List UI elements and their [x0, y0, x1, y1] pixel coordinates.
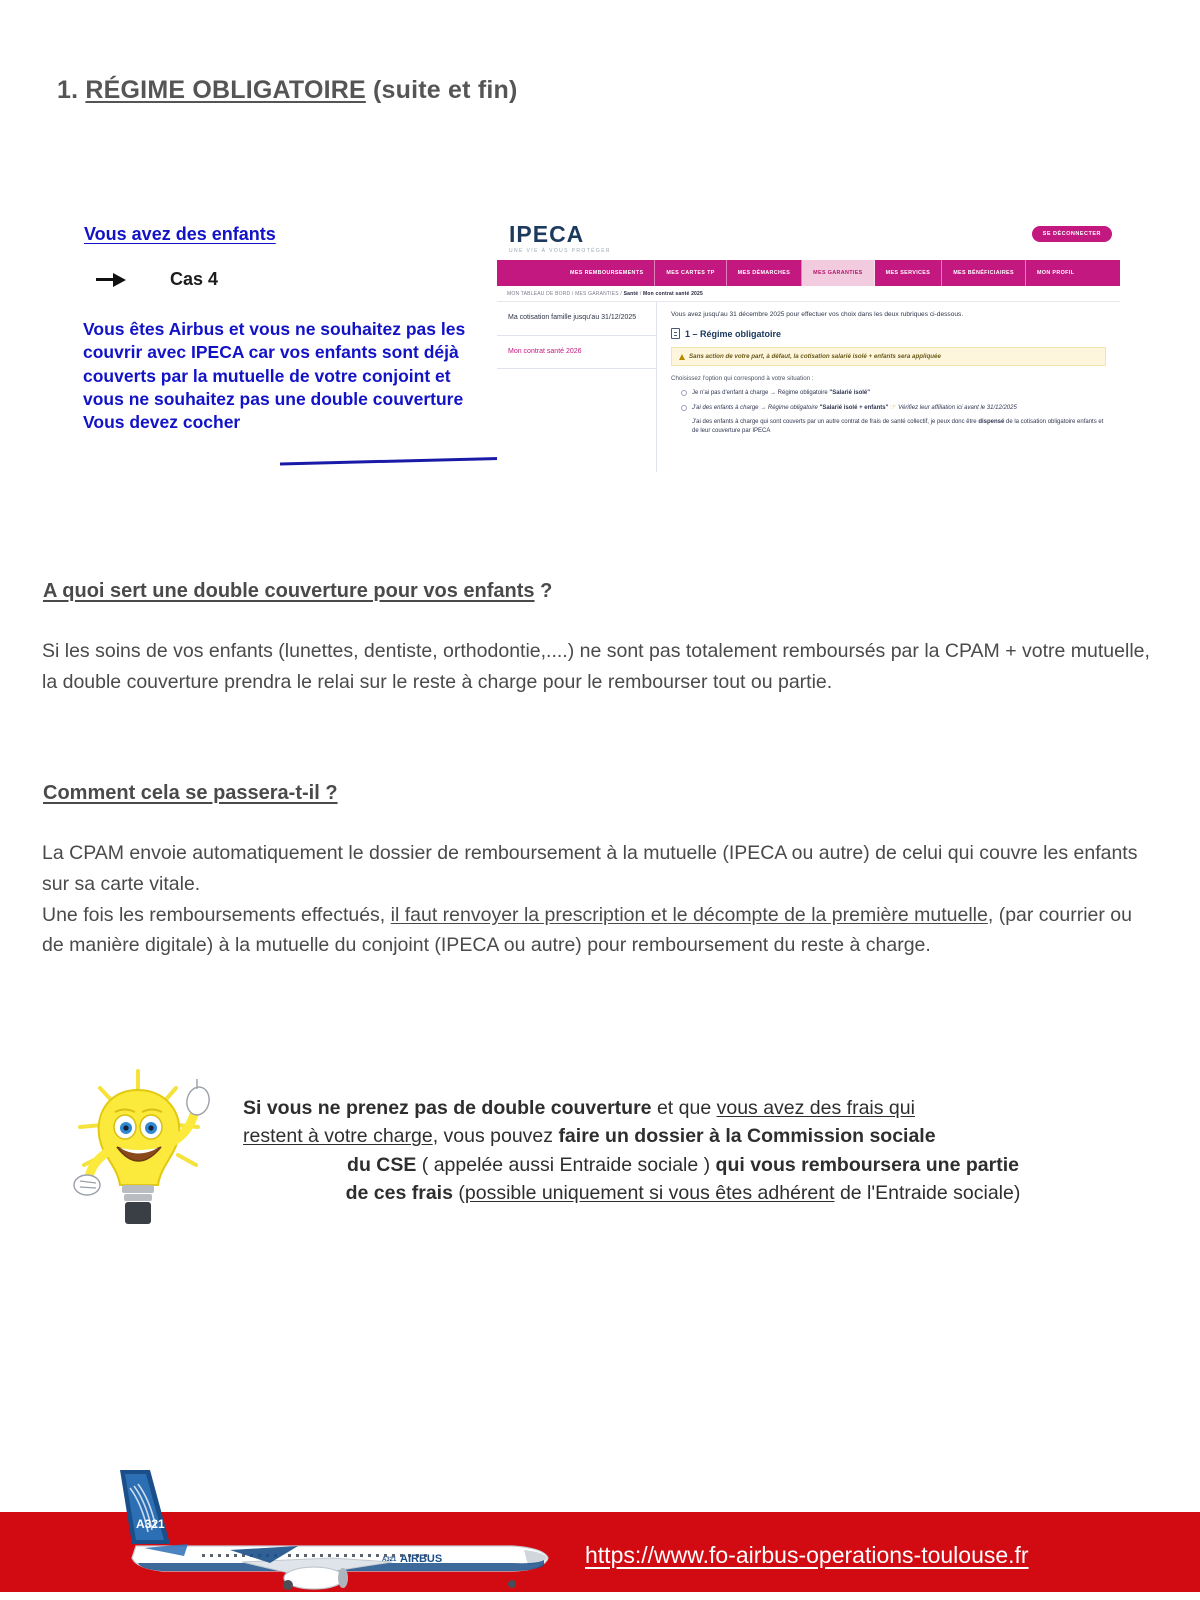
- warning-triangle-icon: [679, 354, 685, 360]
- section-2-body: [42, 838, 1152, 961]
- question-heading-1-text: A quoi sert une double couverture pour vos enfants: [43, 580, 535, 602]
- radio-option-1-bold: "Salarié isolé": [829, 390, 871, 396]
- radio-option-2-text: J'ai des enfants à charge → Régime obligatoire: [692, 404, 820, 411]
- section-heading: [671, 328, 1106, 339]
- logout-button[interactable]: SE DÉCONNECTER: [1032, 226, 1112, 242]
- warning-banner: [671, 347, 1106, 366]
- portal-sidebar: [497, 302, 657, 472]
- tip-line-4: [243, 1179, 1123, 1207]
- callout-heading: Vous avez des enfants: [84, 224, 276, 244]
- tip-line-1-plain: et que: [651, 1097, 717, 1119]
- question-heading-2-text: Comment cela se passera-t-il ?: [43, 782, 338, 804]
- tip-line-2-bold: faire un dossier à la Commission sociale: [558, 1125, 936, 1148]
- section-2-line2-a: Une fois les remboursements effectués,: [42, 903, 391, 926]
- portal-navbar: [497, 260, 1120, 286]
- breadcrumb-sep: /: [638, 291, 644, 297]
- portal-header: [497, 218, 1120, 260]
- ipeca-portal-screenshot: [497, 218, 1120, 481]
- radio-option-2[interactable]: [671, 404, 1106, 413]
- radio-option-3-text: J'ai des enfants à charge qui sont couverts par un autre contrat de frais de santé collectif, je peux donc être: [692, 419, 979, 426]
- nav-item-mes-cartes-tp[interactable]: MES CARTES TP: [655, 260, 726, 286]
- tip-line-3-bold-2: qui vous remboursera une partie: [715, 1153, 1019, 1176]
- radio-option-3-tail: de la cotisation obligatoire enfants et de leur couverture par IPECA: [692, 419, 1104, 435]
- warning-text: Sans action de votre part, à défaut, la cotisation salarié isolé + enfants sera appliquée: [689, 353, 941, 360]
- callout-paragraph: Vous êtes Airbus et vous ne souhaitez pas les couvrir avec IPECA car vos enfants sont déjà couverts par la mutuelle de votre conjoint et vous ne souhaitez pas une double couverture Vous devez cocher: [83, 319, 466, 433]
- ipeca-logo: [509, 223, 611, 254]
- svg-text:A321: A321: [136, 1517, 165, 1531]
- pointing-hand-icon: ☞: [890, 403, 897, 411]
- radio-option-1[interactable]: [671, 389, 1106, 398]
- tip-paragraph: [243, 1094, 1123, 1207]
- question-heading-1: [43, 580, 552, 603]
- tip-line-3-bold-1: du CSE: [347, 1153, 417, 1176]
- nav-item-mon-profil[interactable]: MON PROFIL: [1036, 270, 1075, 276]
- tip-line-4-open: (: [452, 1181, 465, 1204]
- tip-line-1-underline: vous avez des frais qui: [716, 1097, 915, 1119]
- deadline-notice: Vous avez jusqu'au 31 décembre 2025 pour effectuer vos choix dans les deux rubriques ci-dessous.: [671, 311, 964, 318]
- sidebar-item-contrat-2026[interactable]: Mon contrat santé 2026: [497, 336, 656, 370]
- ipeca-logo-text: IPECA: [509, 221, 585, 247]
- radio-option-2-bold: "Salarié isolé + enfants": [819, 404, 889, 411]
- question-heading-1-suffix: ?: [534, 580, 553, 602]
- tip-line-3: [243, 1151, 1123, 1179]
- section-2-line2-b: , (par courrier ou de manière digitale) à la mutuelle du conjoint (IPECA ou autre) pour remboursement du reste à charge.: [42, 903, 1132, 957]
- tip-line-4-bold: de ces frais: [345, 1181, 453, 1204]
- section-heading-label: 1 – Régime obligatoire: [685, 328, 782, 339]
- case-label: Cas 4: [170, 269, 219, 289]
- page-title-number: 1.: [57, 76, 79, 104]
- lightbulb-mascot-icon: [62, 1035, 257, 1235]
- page-title-suffix: (suite et fin): [373, 76, 518, 104]
- svg-text:A321: A321: [382, 1557, 397, 1563]
- radio-option-1-text: Je n'ai pas d'enfant à charge → Régime obligatoire: [692, 390, 830, 396]
- tip-line-2: [243, 1122, 1123, 1150]
- ipeca-logo-tagline: UNE VIE À VOUS PROTÉGER: [509, 248, 611, 254]
- case-row: [96, 269, 218, 290]
- question-heading-2: [43, 782, 338, 805]
- nav-item-mes-garanties[interactable]: MES GARANTIES: [802, 260, 874, 286]
- nav-item-mes-remboursements[interactable]: MES REMBOURSEMENTS: [559, 260, 655, 286]
- tip-line-4-close: de l'Entraide sociale): [834, 1181, 1021, 1204]
- tip-line-3-plain: ( appelée aussi Entraide sociale ): [416, 1153, 716, 1176]
- choose-instruction: Choisissez l'option qui correspond à votre situation :: [671, 375, 814, 382]
- radio-icon[interactable]: [681, 390, 687, 396]
- svg-text:AIRBUS: AIRBUS: [400, 1553, 443, 1565]
- tip-line-4-underline: possible uniquement si vous êtes adhérent: [464, 1181, 835, 1204]
- nav-item-mes-services[interactable]: MES SERVICES: [875, 260, 943, 286]
- portal-main-content: [657, 302, 1120, 472]
- section-1-body: Si les soins de vos enfants (lunettes, dentiste, orthodontie,....) ne sont pas totalement remboursés par la CPAM + votre mutuelle, la double couverture prendra le relai sur le reste à charge pour le rembourser tout ou partie.: [42, 640, 1150, 693]
- airplane-a321-icon: [92, 1458, 562, 1590]
- breadcrumb-sante[interactable]: Santé: [623, 291, 639, 297]
- portal-body: [497, 302, 1120, 472]
- page-title: [57, 76, 518, 105]
- breadcrumb-current: Mon contrat santé 2025: [643, 291, 703, 297]
- footer-url-link[interactable]: https://www.fo-airbus-operations-toulouse.fr: [585, 1542, 1029, 1568]
- tip-line-1-bold: Si vous ne prenez pas de double couverture: [243, 1097, 652, 1119]
- arrow-bullet-icon: [96, 273, 128, 287]
- tip-line-1: [243, 1094, 1123, 1122]
- section-2-line2-underlined: il faut renvoyer la prescription et le décompte de la première mutuelle: [390, 903, 988, 926]
- tip-line-2-plain: , vous pouvez: [432, 1125, 559, 1148]
- tip-line-2-underline: restent à votre charge: [243, 1125, 433, 1148]
- page-title-main: RÉGIME OBLIGATOIRE: [85, 76, 366, 104]
- radio-option-3-bold: dispensé: [978, 419, 1005, 426]
- radio-option-3[interactable]: [671, 418, 1106, 435]
- nav-item-mes-beneficiaires[interactable]: MES BÉNÉFICIAIRES: [942, 260, 1026, 286]
- sidebar-item-cotisation[interactable]: Ma cotisation famille jusqu'au 31/12/2025: [497, 302, 656, 336]
- radio-option-2-tail[interactable]: Vérifiez leur affiliation ici avant le 31/12/2025: [898, 404, 1017, 411]
- radio-icon[interactable]: [681, 405, 687, 411]
- nav-item-mes-demarches[interactable]: MES DÉMARCHES: [727, 260, 802, 286]
- breadcrumb-path[interactable]: MON TABLEAU DE BORD / MES GARANTIES /: [507, 291, 624, 297]
- section-2-line1: La CPAM envoie automatiquement le dossier de remboursement à la mutuelle (IPECA ou autre) de celui qui couvre les enfants sur sa carte vitale.: [42, 842, 1138, 895]
- document-icon: [671, 328, 680, 339]
- breadcrumb: [497, 286, 1120, 302]
